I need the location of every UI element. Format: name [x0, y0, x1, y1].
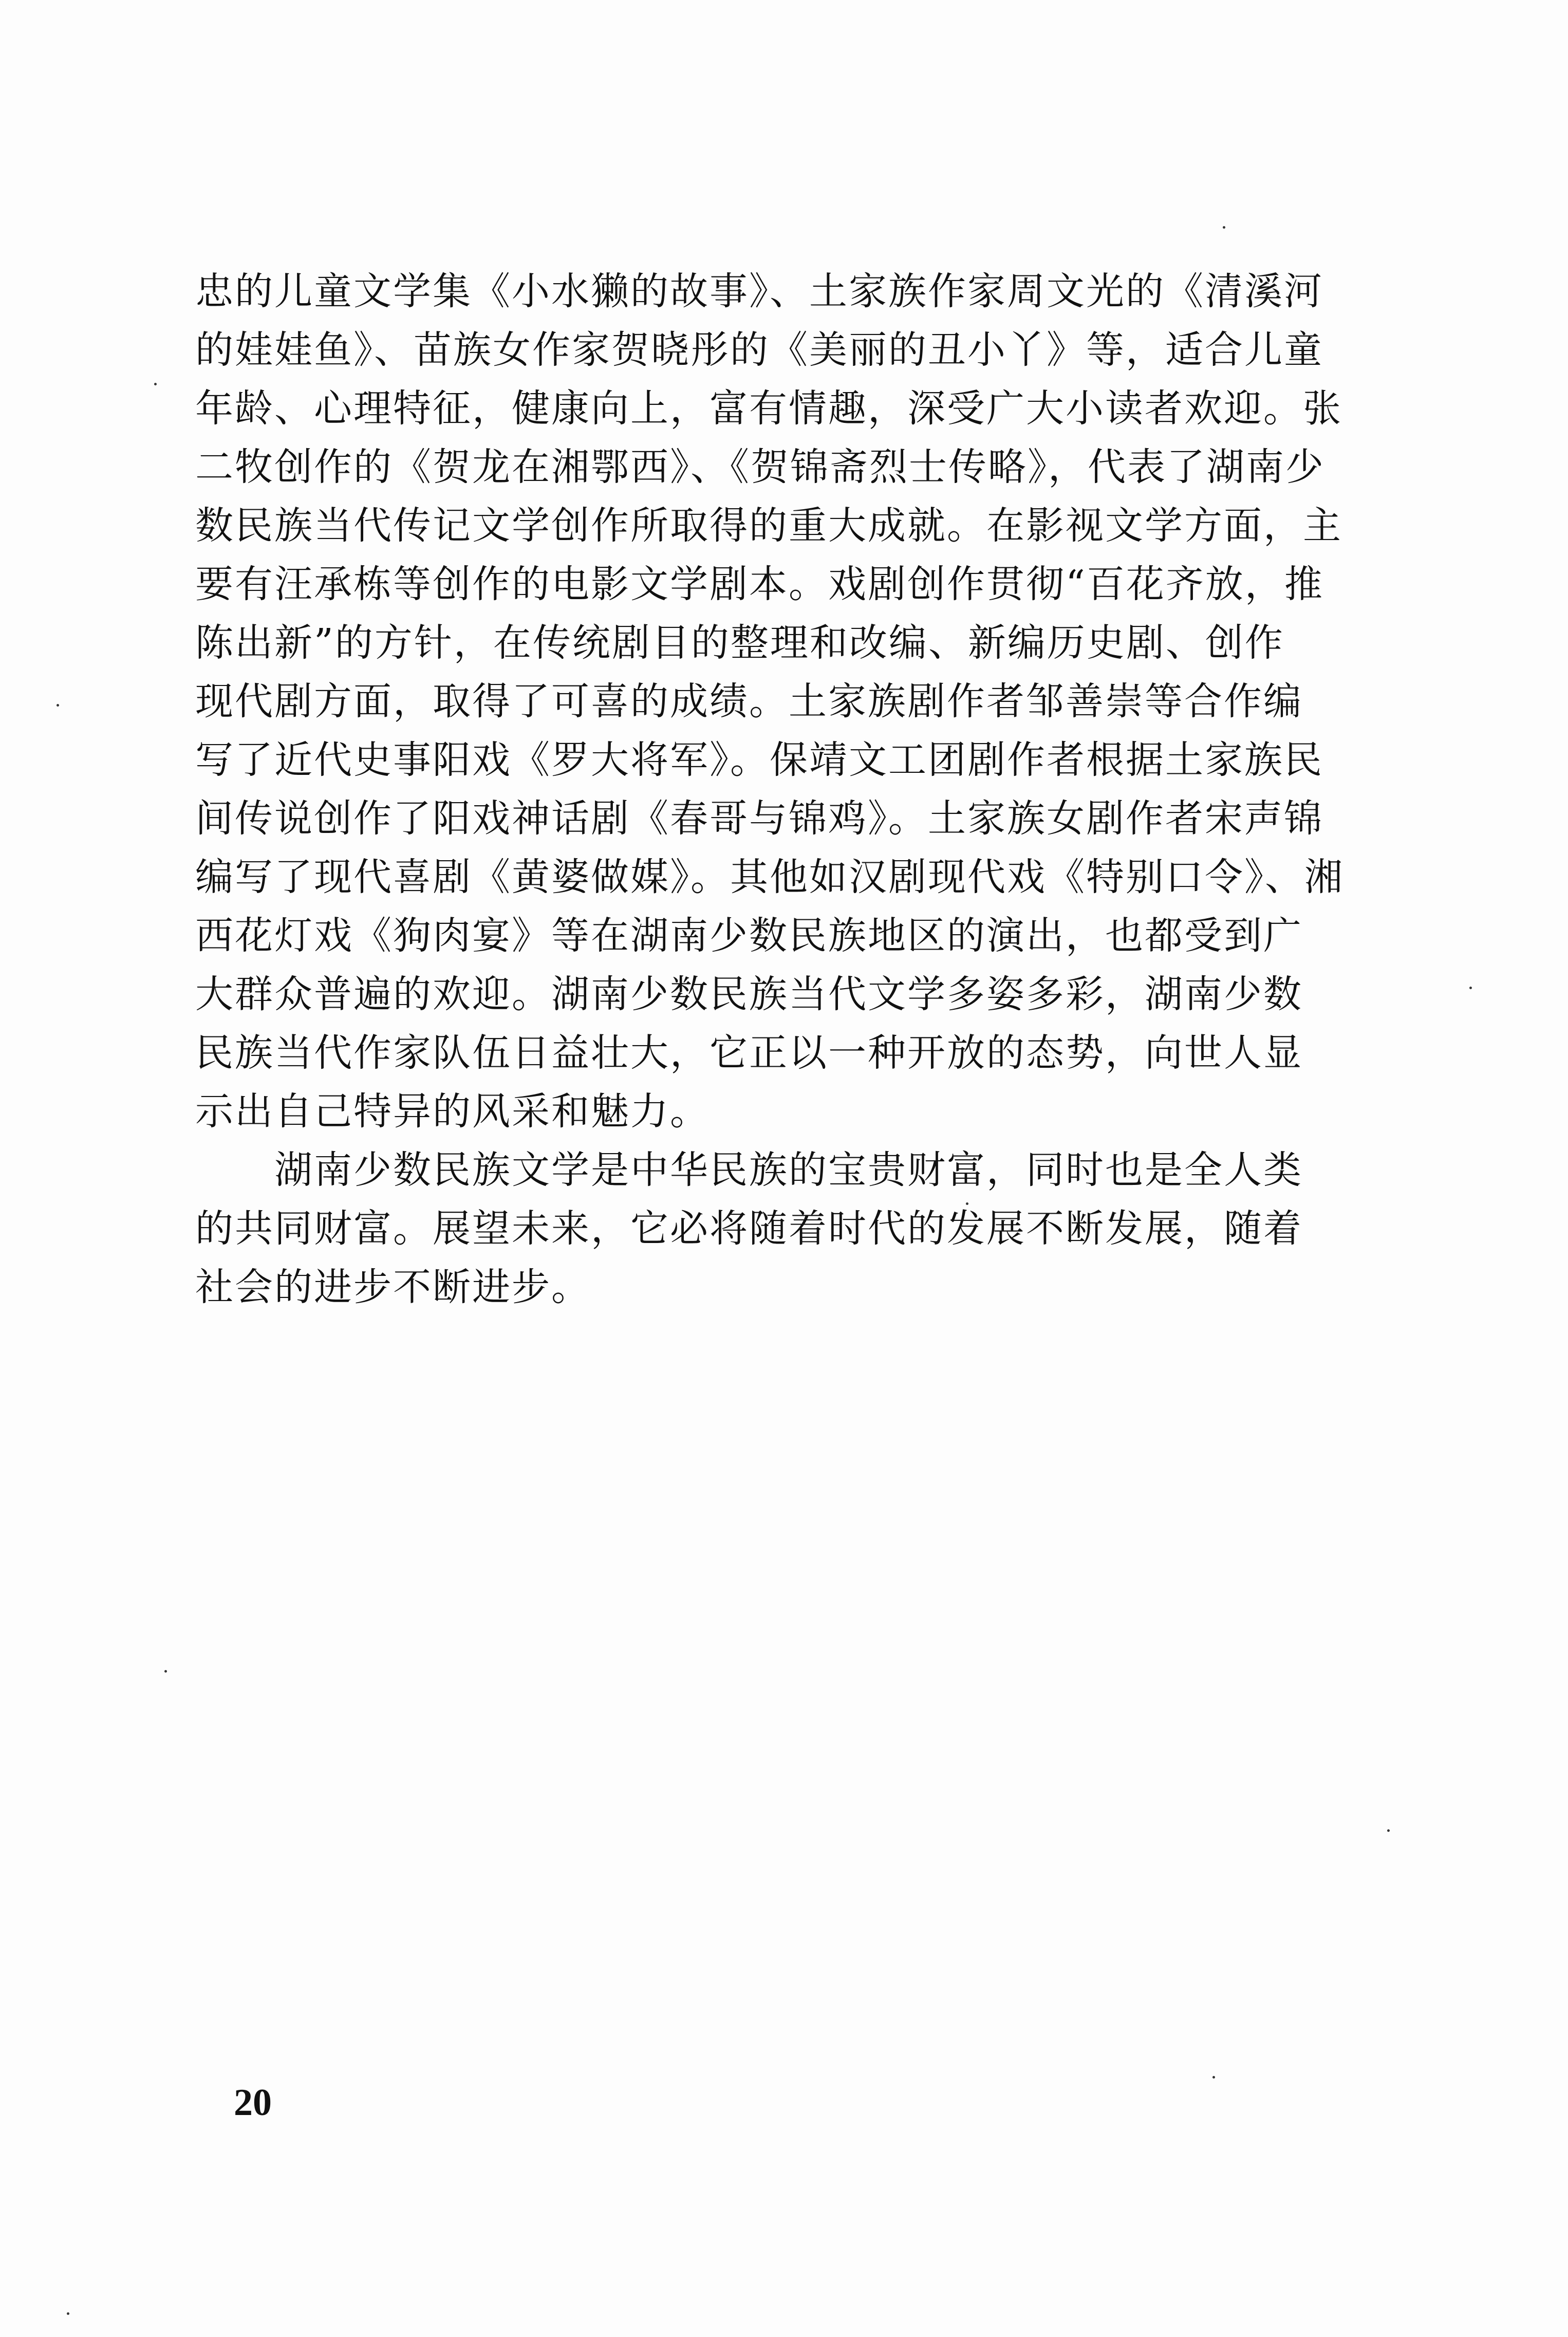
text-line: 忠的儿童文学集《小水獭的故事》、土家族作家周文光的《清溪河 [195, 269, 1323, 313]
text-line: 湖南少数民族文学是中华民族的宝贵财富，同时也是全人类 [195, 1148, 1303, 1192]
scan-speck [67, 2312, 69, 2315]
text-line: 陈出新”的方针，在传统剧目的整理和改编、新编历史剧、创作 [195, 621, 1284, 665]
text-line: 的娃娃鱼》、苗族女作家贺晓彤的《美丽的丑小丫》等，适合儿童 [195, 328, 1323, 372]
scan-speck [57, 704, 59, 707]
text-line: 数民族当代传记文学创作所取得的重大成就。在影视文学方面，主 [195, 504, 1342, 548]
text-line: 的共同财富。展望未来，它必将随着时代的发展不断发展，随着 [195, 1207, 1303, 1251]
text-line: 社会的进步不断进步。 [195, 1265, 591, 1309]
text-line: 写了近代史事阳戏《罗大将军》。保靖文工团剧作者根据土家族民 [195, 738, 1323, 782]
scan-speck [1223, 226, 1225, 229]
text-line: 现代剧方面，取得了可喜的成绩。土家族剧作者邹善崇等合作编 [195, 679, 1303, 724]
text-line: 西花灯戏《狗肉宴》等在湖南少数民族地区的演出，也都受到广 [195, 914, 1303, 958]
text-line: 间传说创作了阳戏神话剧《春哥与锦鸡》。土家族女剧作者宋声锦 [195, 796, 1323, 841]
page-number: 20 [234, 2082, 272, 2124]
scan-speck [966, 1202, 968, 1205]
scan-speck [164, 1670, 167, 1673]
text-line: 示出自己特异的风采和魅力。 [195, 1089, 710, 1134]
text-line: 民族当代作家队伍日益壮大，它正以一种开放的态势，向世人显 [195, 1031, 1303, 1075]
text-line: 编写了现代喜剧《黄婆做媒》。其他如汉剧现代戏《特别口令》、湘 [195, 855, 1344, 899]
text-line: 年龄、心理特征，健康向上，富有情趣，深受广大小读者欢迎。张 [195, 386, 1342, 431]
text-line: 要有汪承栋等创作的电影文学剧本。戏剧创作贯彻“百花齐放，推 [195, 562, 1324, 606]
scan-speck [1469, 987, 1472, 989]
paragraph-1 [195, 262, 1413, 1141]
scan-speck [1212, 2076, 1215, 2079]
text-line: 大群众普遍的欢迎。湖南少数民族当代文学多姿多彩，湖南少数 [195, 972, 1303, 1016]
paragraph-2 [195, 1141, 1413, 1316]
text-line: 二牧创作的《贺龙在湘鄂西》、《贺锦斋烈士传略》，代表了湖南少 [195, 445, 1325, 489]
scan-speck [1387, 1829, 1390, 1832]
body-text [195, 262, 1413, 1316]
scan-speck [154, 383, 157, 385]
